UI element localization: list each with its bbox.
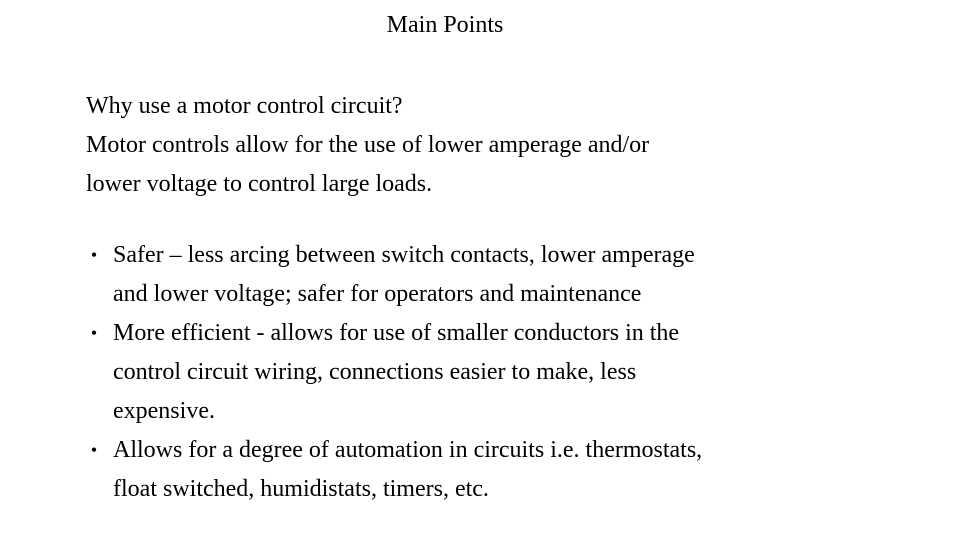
bullet-item-automation <box>87 431 847 509</box>
intro-answer-line-2: lower voltage to control large loads. <box>86 171 433 197</box>
bullet-line: control circuit wiring, connections easier to make, less <box>113 359 637 385</box>
bullet-list <box>87 236 847 509</box>
page-title: Main Points <box>386 12 504 38</box>
bullet-item-efficient <box>87 314 847 431</box>
intro-answer-line-1: Motor controls allow for the use of lower amperage and/or <box>86 132 650 158</box>
bullet-line: expensive. <box>113 398 215 424</box>
bullet-line: Allows for a degree of automation in circuits i.e. thermostats, <box>113 437 703 463</box>
intro-paragraph <box>86 87 649 204</box>
bullet-line: Safer – less arcing between switch contacts, lower amperage <box>113 242 695 268</box>
bullet-line: and lower voltage; safer for operators and maintenance <box>113 281 642 307</box>
bullet-line: float switched, humidistats, timers, etc. <box>113 476 489 502</box>
bullet-item-safer <box>87 236 847 314</box>
bullet-marker-icon: • <box>90 323 98 343</box>
bullet-marker-icon: • <box>90 245 98 265</box>
bullet-marker-icon: • <box>90 440 98 460</box>
intro-question: Why use a motor control circuit? <box>86 93 403 119</box>
bullet-line: More efficient - allows for use of smaller conductors in the <box>113 320 680 346</box>
